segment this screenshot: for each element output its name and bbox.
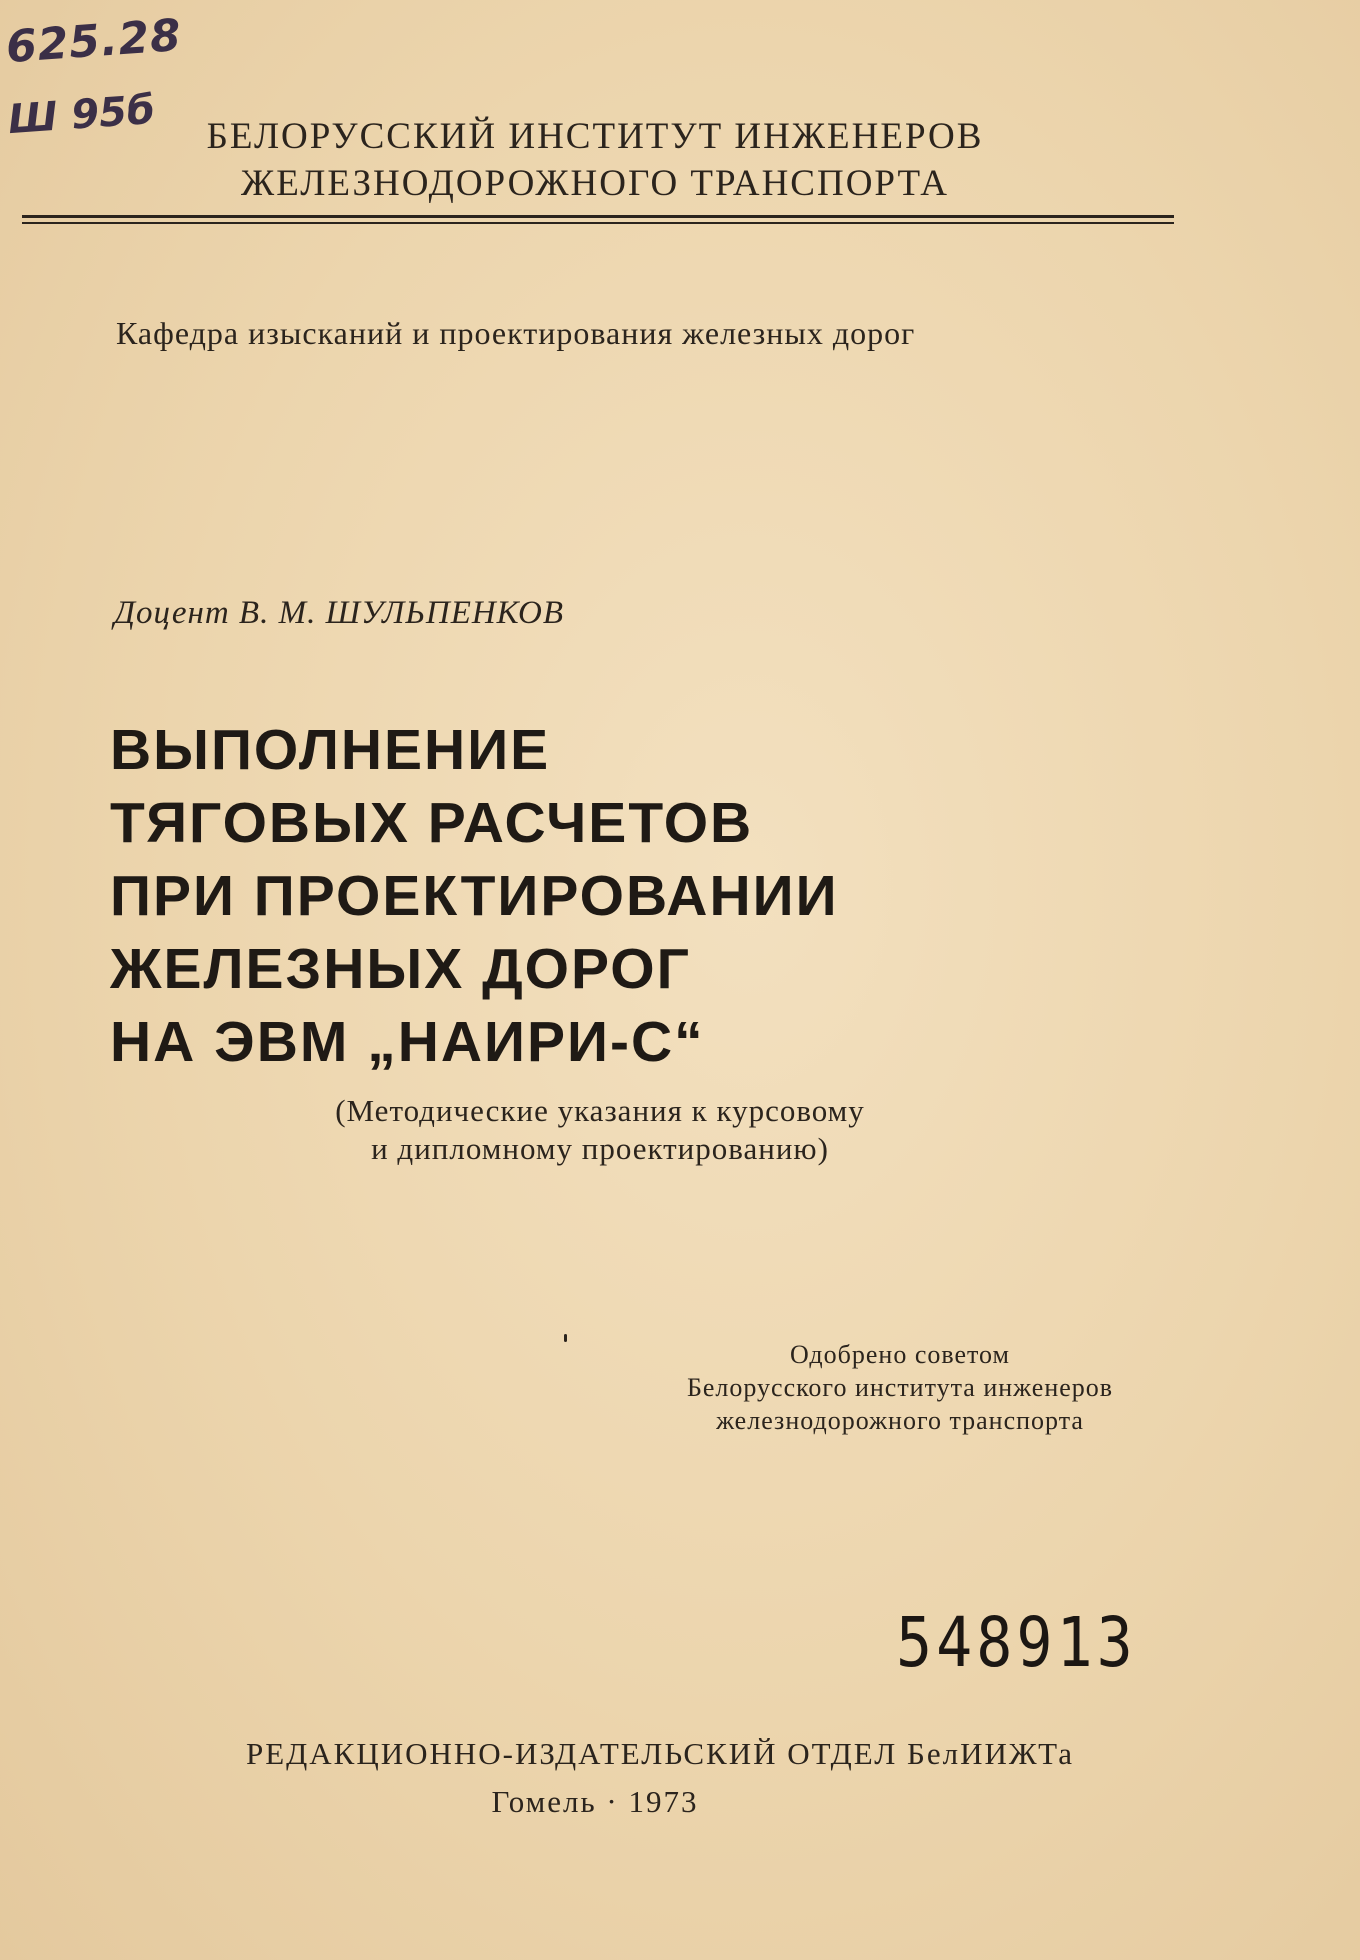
approval-line: Белорусского института инженеров (686, 1373, 1114, 1402)
handwritten-classification-code: 625.28 (4, 9, 184, 74)
inventory-stamp-number: 548913 (896, 1602, 1137, 1684)
approval-line: железнодорожного транспорта (716, 1406, 1084, 1435)
header-rule-thick (22, 215, 1174, 218)
document-subtitle (280, 1092, 920, 1168)
title-line: ВЫПОЛНЕНИЕ (110, 718, 551, 782)
institute-name-line-2: ЖЕЛЕЗНОДОРОЖНОГО ТРАНСПОРТА (241, 163, 949, 204)
department-name: Кафедра изысканий и проектирования железных дорог (116, 315, 916, 351)
title-line: ПРИ ПРОЕКТИРОВАНИИ (110, 864, 839, 928)
header-rule-thin (22, 222, 1174, 224)
subtitle-line: (Методические указания к курсовому (335, 1093, 865, 1128)
handwritten-author-mark: Ш 95б (6, 86, 157, 144)
approval-note (620, 1338, 1180, 1437)
title-line: НА ЭВМ „НАИРИ-С“ (110, 1010, 705, 1074)
publication-city-year: Гомель · 1973 (491, 1784, 699, 1819)
document-title (110, 714, 839, 1079)
title-line: ТЯГОВЫХ РАСЧЕТОВ (110, 791, 754, 855)
subtitle-line: и дипломному проектированию) (371, 1131, 829, 1166)
title-line: ЖЕЛЕЗНЫХ ДОРОГ (110, 937, 691, 1001)
approval-line: Одобрено советом (789, 1340, 1011, 1369)
institute-name-line-1: БЕЛОРУССКИЙ ИНСТИТУТ ИНЖЕНЕРОВ (206, 116, 984, 157)
ink-speck (564, 1334, 567, 1342)
publisher-name: РЕДАКЦИОННО-ИЗДАТЕЛЬСКИЙ ОТДЕЛ БелИИЖТа (245, 1736, 1075, 1771)
author-name: Доцент В. М. ШУЛЬПЕНКОВ (114, 595, 565, 631)
